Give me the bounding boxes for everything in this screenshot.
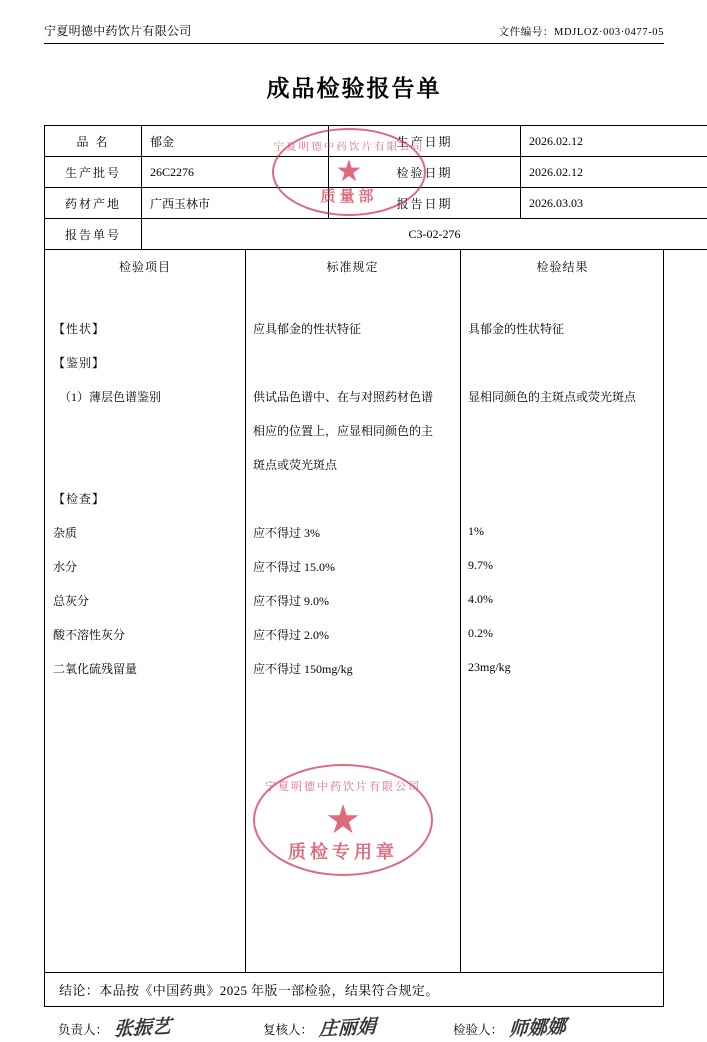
signature-label-inspector: 检验人：: [453, 1020, 503, 1038]
stamp-arc-text: 宁夏明德中药饮片有限公司: [255, 778, 431, 794]
table-row: [45, 521, 665, 555]
result-standard: 相应的位置上，应显相同颜色的主: [245, 419, 460, 453]
stamp-star-icon: ★: [336, 157, 363, 187]
table-row: [45, 657, 665, 691]
document-number-label: 文件编号：: [499, 27, 555, 38]
signature-reviewer: [263, 1013, 453, 1040]
table-row-spacer: [45, 691, 665, 972]
results-header-row: [45, 250, 665, 285]
table-row: [45, 487, 665, 521]
results-table: [45, 250, 665, 972]
column-divider-1: [245, 250, 246, 972]
signature-label-responsible: 负责人：: [58, 1020, 108, 1038]
result-standard: 斑点或荧光斑点: [245, 453, 460, 487]
field-value-inspection-date: 2026.02.12: [521, 157, 707, 188]
field-value-production-date: 2026.02.12: [521, 126, 707, 157]
field-value-report-no: C3-02-276: [142, 219, 707, 250]
stamp-arc-text: 宁夏明德中药饮片有限公司: [270, 138, 428, 153]
result-item: 【检查】: [45, 487, 245, 521]
signature-name-reviewer: 庄丽娟: [318, 1011, 376, 1041]
results-frame: [44, 250, 664, 973]
result-item: [45, 453, 245, 487]
field-value-origin: 广西玉林市: [142, 188, 329, 219]
table-row: [45, 285, 665, 317]
document-number: [499, 24, 664, 39]
field-label-production-date: 生产日期: [329, 126, 521, 157]
field-label-product-name: 品 名: [45, 126, 142, 157]
result-standard: 应具郁金的性状特征: [245, 317, 460, 351]
table-row: [45, 419, 665, 453]
field-label-report-date: 报告日期: [329, 188, 521, 219]
column-header-result: 检验结果: [460, 250, 665, 285]
table-row: [45, 157, 707, 188]
result-standard: 应不得过 2.0%: [245, 623, 460, 657]
signature-name-responsible: 张振艺: [113, 1011, 171, 1041]
column-header-standard: 标准规定: [245, 250, 460, 285]
signature-name-inspector: 师娜娜: [508, 1011, 566, 1041]
result-value: [460, 419, 665, 453]
result-value: 0.2%: [460, 623, 665, 657]
field-label-origin: 药材产地: [45, 188, 142, 219]
result-value: 9.7%: [460, 555, 665, 589]
result-item: 酸不溶性灰分: [45, 623, 245, 657]
signature-label-reviewer: 复核人：: [263, 1020, 313, 1038]
field-value-report-date: 2026.03.03: [521, 188, 707, 219]
signature-responsible: [58, 1013, 263, 1040]
result-standard: 应不得过 150mg/kg: [245, 657, 460, 691]
field-value-product-name: 郁金: [142, 126, 329, 157]
field-label-inspection-date: 检验日期: [329, 157, 521, 188]
result-item: 水分: [45, 555, 245, 589]
report-sheet: [44, 22, 664, 972]
result-value: 1%: [460, 521, 665, 555]
result-standard: 供试品色谱中、在与对照药材色谱: [245, 385, 460, 419]
result-standard: 应不得过 3%: [245, 521, 460, 555]
field-label-report-no: 报告单号: [45, 219, 142, 250]
table-row: [45, 453, 665, 487]
result-standard: 应不得过 15.0%: [245, 555, 460, 589]
conclusion-text: 结论：本品按《中国药典》2025 年版一部检验，结果符合规定。: [44, 973, 664, 1007]
table-row: [45, 385, 665, 419]
table-row: [45, 317, 665, 351]
result-value: [460, 487, 665, 521]
result-item: 【鉴别】: [45, 351, 245, 385]
table-row: [45, 126, 707, 157]
table-row: [45, 589, 665, 623]
result-item: 杂质: [45, 521, 245, 555]
result-value: [460, 351, 665, 385]
result-value: 具郁金的性状特征: [460, 317, 665, 351]
stamp-bottom-text: 质检专用章: [255, 838, 431, 864]
result-item: [45, 419, 245, 453]
result-item: 【性状】: [45, 317, 245, 351]
column-divider-2: [460, 250, 461, 972]
stamp-star-icon: ★: [325, 800, 361, 840]
table-row: [45, 188, 707, 219]
result-item: 总灰分: [45, 589, 245, 623]
result-item: （1）薄层色谱鉴别: [45, 385, 245, 419]
table-row: [45, 623, 665, 657]
table-row: [45, 219, 707, 250]
result-item: 二氧化硫残留量: [45, 657, 245, 691]
result-value: [460, 453, 665, 487]
document-number-value: MDJLOZ·003·0477-05: [554, 27, 664, 38]
field-value-batch-no: 26C2276: [142, 157, 329, 188]
table-row: [45, 555, 665, 589]
stamp-bottom-text: 质量部: [274, 185, 424, 206]
page-title: 成品检验报告单: [44, 70, 664, 103]
table-row: [45, 351, 665, 385]
result-standard: 应不得过 9.0%: [245, 589, 460, 623]
signature-row: [44, 1007, 664, 1040]
result-value: 23mg/kg: [460, 657, 665, 691]
document-header: [44, 22, 664, 44]
result-standard: [245, 487, 460, 521]
result-value: 显相同颜色的主斑点或荧光斑点: [460, 385, 665, 419]
result-value: 4.0%: [460, 589, 665, 623]
field-label-batch-no: 生产批号: [45, 157, 142, 188]
signature-inspector: [453, 1013, 643, 1040]
result-standard: [245, 351, 460, 385]
column-header-item: 检验项目: [45, 250, 245, 285]
info-table: [44, 125, 707, 250]
company-name: 宁夏明德中药饮片有限公司: [44, 22, 192, 39]
